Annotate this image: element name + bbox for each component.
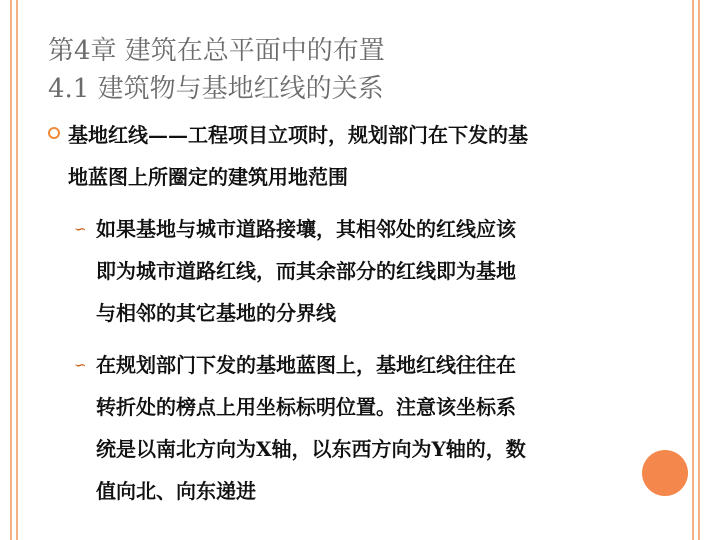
slide-title (48, 32, 385, 108)
text-line: 地蓝图上所圈定的建筑用地范围 (68, 165, 348, 189)
bullet-item-red-line-definition (48, 114, 628, 198)
sub-bullet-item-coordinates (74, 344, 616, 512)
text-line: 在规划部门下发的基地蓝图上，基地红线往往在 (96, 353, 516, 377)
left-border-line (10, 0, 12, 540)
right-border-line-inner (692, 0, 694, 540)
text-line: 转折处的榜点上用坐标标明位置。注意该坐标系 (96, 395, 516, 419)
text-line: 与相邻的其它基地的分界线 (96, 301, 336, 325)
text-line: 基地红线——工程项目立项时，规划部门在下发的基 (68, 123, 528, 147)
decorative-circle (642, 450, 688, 496)
left-border-line-inner (16, 0, 18, 540)
text-line: 如果基地与城市道路接壤，其相邻处的红线应该 (96, 217, 516, 241)
wave-bullet-icon: ∽ (74, 220, 87, 238)
section-title: 4.1 建筑物与基地红线的关系 (48, 74, 384, 104)
chapter-title: 第4章 建筑在总平面中的布置 (48, 36, 385, 66)
slide-content (48, 114, 628, 512)
text-line: 统是以南北方向为X轴，以东西方向为Y轴的，数 (96, 437, 526, 461)
circle-bullet-icon (48, 127, 60, 139)
text-line: 即为城市道路红线，而其余部分的红线即为基地 (96, 259, 516, 283)
text-line: 值向北、向东递进 (96, 479, 256, 503)
wave-bullet-icon: ∽ (74, 356, 87, 374)
right-border-line (698, 0, 700, 540)
sub-bullet-item-city-road (74, 208, 616, 334)
